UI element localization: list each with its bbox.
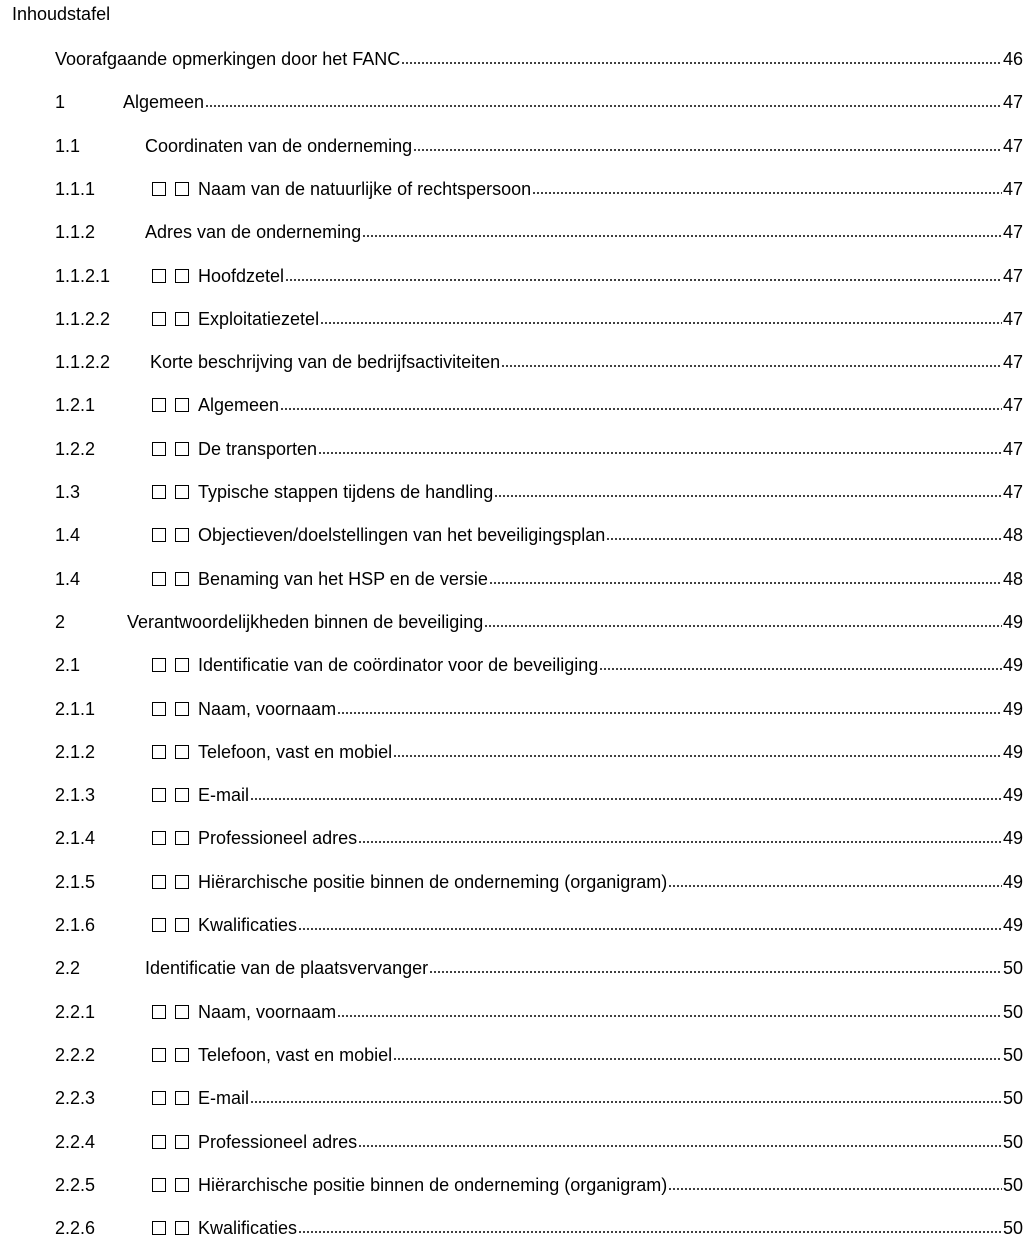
- dot-leader: [489, 580, 1002, 586]
- toc-entry-page-number: 46: [1002, 49, 1023, 69]
- toc-entry-page-number: 47: [1002, 178, 1023, 199]
- toc-entry-number: 2.2: [55, 958, 81, 979]
- dot-leader: [393, 753, 1002, 759]
- checkbox-icon: [175, 1005, 189, 1019]
- checkbox-icon: [152, 788, 166, 802]
- checkbox-icon: [175, 702, 189, 716]
- toc-entry-number: 2.2.6: [55, 1218, 96, 1239]
- toc-entry[interactable]: [55, 475, 1023, 503]
- toc-entry-text: [152, 438, 317, 460]
- toc-entry[interactable]: [55, 605, 1023, 633]
- checkbox-icon: [175, 528, 189, 542]
- checkbox-icon: [152, 485, 166, 499]
- toc-entry-page-number: 50: [1002, 1044, 1023, 1065]
- toc-entry-number: 2.2.1: [55, 1001, 96, 1022]
- toc-entry-text: [152, 784, 249, 806]
- toc-entry[interactable]: [55, 778, 1023, 806]
- checkbox-icon: [175, 572, 189, 586]
- toc-entry-label: Professioneel adres: [198, 828, 358, 849]
- toc-entry[interactable]: [55, 648, 1023, 676]
- dot-leader: [298, 1229, 1002, 1235]
- toc-entry-number: 1.1.2: [55, 222, 96, 243]
- toc-entry-text: [152, 524, 605, 546]
- toc-entry-text: [152, 1217, 297, 1239]
- toc-entry[interactable]: [55, 432, 1023, 460]
- dot-leader: [320, 320, 1002, 326]
- dot-leader: [358, 839, 1002, 845]
- toc-entry-text: [145, 135, 412, 157]
- toc-entry[interactable]: [55, 1211, 1023, 1239]
- toc-entry-number: 2.1.1: [55, 698, 96, 719]
- dot-leader: [413, 147, 1002, 153]
- toc-entry[interactable]: [55, 388, 1023, 416]
- toc-entry-page-number: 49: [1002, 741, 1023, 762]
- toc-entry[interactable]: [55, 865, 1023, 893]
- dot-leader: [337, 1013, 1002, 1019]
- toc-entry-page-number: 50: [1002, 1174, 1023, 1195]
- checkbox-icon: [175, 442, 189, 456]
- checkbox-icon: [175, 398, 189, 412]
- toc-entry[interactable]: [55, 129, 1023, 157]
- dot-leader: [668, 883, 1002, 889]
- toc-entry[interactable]: [55, 951, 1023, 979]
- dot-leader: [280, 406, 1002, 412]
- dot-leader: [599, 666, 1002, 672]
- toc-entry-label: Algemeen: [198, 395, 280, 416]
- toc-entry[interactable]: [55, 1168, 1023, 1196]
- dot-leader: [250, 796, 1002, 802]
- toc-entry-text: [152, 308, 319, 330]
- toc-entry-text: [152, 568, 488, 590]
- checkbox-icon: [152, 875, 166, 889]
- toc-entry[interactable]: [55, 562, 1023, 590]
- toc-entry-text: [152, 827, 357, 849]
- toc-entry-label: Typische stappen tijdens de handling: [198, 482, 494, 502]
- checkbox-icon: [152, 831, 166, 845]
- dot-leader: [429, 969, 1002, 975]
- toc-entry-text: [145, 957, 428, 979]
- toc-entry-text: [145, 221, 361, 243]
- dot-leader: [532, 190, 1002, 196]
- toc-entry-number: 2.1: [55, 655, 81, 676]
- toc-entry-page-number: 49: [1002, 915, 1023, 935]
- toc-entry-number: 1.3: [55, 482, 81, 502]
- checkbox-icon: [152, 442, 166, 456]
- checkbox-icon: [152, 312, 166, 326]
- dot-leader: [393, 1056, 1002, 1062]
- toc-entry-number: 2: [55, 611, 66, 632]
- toc-entry-text: [152, 741, 392, 763]
- toc-entry-page-number: 47: [1002, 482, 1023, 502]
- toc-entry-text: [152, 481, 493, 503]
- dot-leader: [668, 1186, 1002, 1192]
- checkbox-icon: [175, 658, 189, 672]
- toc-entry-text: [152, 1131, 357, 1153]
- toc-entry-label: De transporten: [198, 438, 318, 459]
- toc-entry-page-number: 48: [1002, 568, 1023, 589]
- dot-leader: [205, 103, 1002, 109]
- toc-entry-label: Hiërarchische positie binnen de onderneming (organigram): [198, 1174, 668, 1195]
- checkbox-icon: [152, 1091, 166, 1105]
- dot-leader: [250, 1099, 1002, 1105]
- checkbox-icon: [152, 572, 166, 586]
- checkbox-icon: [175, 1221, 189, 1235]
- toc-entry-label: Voorafgaande opmerkingen door het FANC: [55, 49, 401, 69]
- toc-entry-label: Identificatie van de coördinator voor de beveiliging: [198, 655, 599, 676]
- toc-entry-label: E-mail: [198, 785, 250, 806]
- toc-entry[interactable]: [55, 302, 1023, 330]
- toc-entry-number: 1.1.2.2: [55, 352, 111, 373]
- toc-entry-number: 1: [55, 92, 66, 113]
- toc-entry-page-number: 47: [1002, 265, 1023, 286]
- checkbox-icon: [175, 745, 189, 759]
- toc-entry-number: 2.2.4: [55, 1131, 96, 1152]
- toc-entry[interactable]: [55, 735, 1023, 763]
- dot-leader: [337, 710, 1002, 716]
- toc-entry-number: 1.1.2.2: [55, 308, 111, 329]
- toc-entry[interactable]: [55, 345, 1023, 373]
- checkbox-icon: [175, 182, 189, 196]
- dot-leader: [501, 363, 1002, 369]
- toc-entry[interactable]: [55, 908, 1023, 936]
- toc-entry-label: Korte beschrijving van de bedrijfsactiviteiten: [150, 352, 501, 373]
- toc-entry-number: 1.4: [55, 525, 81, 546]
- checkbox-icon: [152, 182, 166, 196]
- toc-entry-page-number: 49: [1002, 828, 1023, 849]
- checkbox-icon: [152, 1178, 166, 1192]
- checkbox-icon: [175, 269, 189, 283]
- checkbox-icon: [175, 1178, 189, 1192]
- toc-entry-page-number: 47: [1002, 135, 1023, 156]
- toc-entry-label: Telefoon, vast en mobiel: [198, 741, 393, 762]
- checkbox-icon: [152, 1135, 166, 1149]
- toc-entry-text: [152, 1174, 667, 1196]
- toc-entry-number: 2.1.3: [55, 785, 96, 806]
- toc-entry-number: 1.2.1: [55, 395, 96, 416]
- checkbox-icon: [175, 1048, 189, 1062]
- checkbox-icon: [175, 788, 189, 802]
- toc-entry-label: Identificatie van de plaatsvervanger: [145, 958, 429, 979]
- toc-entry-page-number: 50: [1002, 1131, 1023, 1152]
- checkbox-icon: [152, 1221, 166, 1235]
- dot-leader: [298, 926, 1002, 932]
- toc-entry[interactable]: [55, 1081, 1023, 1109]
- toc-entry-text: [150, 351, 500, 373]
- checkbox-icon: [152, 658, 166, 672]
- toc-entry[interactable]: [55, 692, 1023, 720]
- dot-leader: [401, 60, 1002, 66]
- checkbox-icon: [152, 702, 166, 716]
- toc-entry-page-number: 47: [1002, 438, 1023, 459]
- toc-entry-number: 1.4: [55, 568, 81, 589]
- toc-entry-number: 2.1.4: [55, 828, 96, 849]
- toc-entry-label: Objectieven/doelstellingen van het beveiligingsplan: [198, 525, 606, 546]
- toc-entry-number: 2.1.2: [55, 741, 96, 762]
- toc-entry-label: Naam, voornaam: [198, 698, 337, 719]
- toc-entry-page-number: 49: [1002, 785, 1023, 806]
- dot-leader: [318, 450, 1002, 456]
- dot-leader: [494, 493, 1002, 499]
- checkbox-icon: [152, 1048, 166, 1062]
- toc-entry-number: 2.1.6: [55, 915, 96, 935]
- toc-entry-label: Naam van de natuurlijke of rechtspersoon: [198, 178, 532, 199]
- toc-entry-number: 2.2.3: [55, 1088, 96, 1109]
- checkbox-icon: [152, 745, 166, 759]
- toc-entry[interactable]: [55, 821, 1023, 849]
- dot-leader: [358, 1143, 1002, 1149]
- toc-entry-label: E-mail: [198, 1088, 250, 1109]
- toc-entry-text: [152, 1087, 249, 1109]
- toc-entry-number: 2.2.5: [55, 1174, 96, 1195]
- toc-entry-text: [152, 914, 297, 936]
- toc-entry-page-number: 48: [1002, 525, 1023, 546]
- toc-entry[interactable]: [55, 42, 1023, 70]
- dot-leader: [484, 623, 1002, 629]
- toc-entry-label: Exploitatiezetel: [198, 308, 320, 329]
- checkbox-icon: [175, 875, 189, 889]
- checkbox-icon: [152, 269, 166, 283]
- toc-entry-label: Kwalificaties: [198, 1218, 298, 1239]
- toc-entry-number: 1.1.1: [55, 178, 96, 199]
- toc-entry-label: Verantwoordelijkheden binnen de beveiliging: [127, 611, 484, 632]
- toc-entry-label: Coordinaten van de onderneming: [145, 135, 413, 156]
- toc-entry-text: [152, 698, 336, 720]
- toc-entry-page-number: 49: [1002, 611, 1023, 632]
- toc-entry-page-number: 50: [1002, 958, 1023, 979]
- toc-entry[interactable]: [55, 518, 1023, 546]
- toc-entry-text: [152, 178, 531, 200]
- toc-entry-label: Benaming van het HSP en de versie: [198, 568, 488, 589]
- dot-leader: [285, 277, 1002, 283]
- checkbox-icon: [175, 485, 189, 499]
- toc-entry-page-number: 47: [1002, 308, 1023, 329]
- checkbox-icon: [175, 1091, 189, 1105]
- toc-entry-text: [123, 91, 204, 113]
- toc-entry-page-number: 50: [1002, 1218, 1023, 1239]
- toc-entry-page-number: 47: [1002, 222, 1023, 243]
- checkbox-icon: [175, 312, 189, 326]
- dot-leader: [606, 536, 1002, 542]
- toc-entry-label: Professioneel adres: [198, 1131, 358, 1152]
- toc-entry-label: Algemeen: [123, 92, 205, 113]
- checkbox-icon: [175, 831, 189, 845]
- toc-entry-label: Hiërarchische positie binnen de onderneming (organigram): [198, 871, 668, 892]
- toc-entry[interactable]: [55, 1038, 1023, 1066]
- checkbox-icon: [152, 398, 166, 412]
- toc-entry-number: 2.1.5: [55, 871, 96, 892]
- toc-entry[interactable]: [55, 259, 1023, 287]
- toc-entry-label: Telefoon, vast en mobiel: [198, 1044, 393, 1065]
- toc-entry-page-number: 50: [1002, 1088, 1023, 1109]
- toc-entry-page-number: 49: [1002, 698, 1023, 719]
- toc-entry-label: Kwalificaties: [198, 915, 298, 935]
- toc-entry-number: 2.2.2: [55, 1044, 96, 1065]
- toc-entry[interactable]: [55, 995, 1023, 1023]
- toc-entry-page-number: 47: [1002, 352, 1023, 373]
- checkbox-icon: [152, 528, 166, 542]
- toc-entry-text: [152, 394, 279, 416]
- toc-title: Inhoudstafel: [12, 4, 111, 24]
- toc-entry[interactable]: [55, 1125, 1023, 1153]
- toc-entry-page-number: 49: [1002, 871, 1023, 892]
- toc-entry-page-number: 47: [1002, 395, 1023, 416]
- toc-entry-number: 1.1: [55, 135, 81, 156]
- toc-entry-label: Adres van de onderneming: [145, 222, 362, 243]
- checkbox-icon: [152, 918, 166, 932]
- toc-entry-text: [127, 611, 483, 633]
- toc-entry-number: 1.2.2: [55, 438, 96, 459]
- toc-entry-text: [152, 871, 667, 893]
- toc-entry-text: [152, 1001, 336, 1023]
- toc-entry-text: [152, 654, 598, 676]
- toc-entry[interactable]: [55, 172, 1023, 200]
- toc-entry-text: [55, 48, 400, 70]
- checkbox-icon: [175, 918, 189, 932]
- toc-entry-text: [152, 265, 284, 287]
- toc-entry-page-number: 50: [1002, 1001, 1023, 1022]
- toc-entry-label: Hoofdzetel: [198, 265, 285, 286]
- checkbox-icon: [152, 1005, 166, 1019]
- toc-entry-number: 1.1.2.1: [55, 265, 111, 286]
- toc-entry-page-number: 47: [1002, 92, 1023, 113]
- toc-entry-text: [152, 1044, 392, 1066]
- checkbox-icon: [175, 1135, 189, 1149]
- toc-entry[interactable]: [55, 215, 1023, 243]
- dot-leader: [362, 233, 1002, 239]
- toc-entry-label: Naam, voornaam: [198, 1001, 337, 1022]
- toc-entry[interactable]: [55, 85, 1023, 113]
- toc-entry-page-number: 49: [1002, 655, 1023, 676]
